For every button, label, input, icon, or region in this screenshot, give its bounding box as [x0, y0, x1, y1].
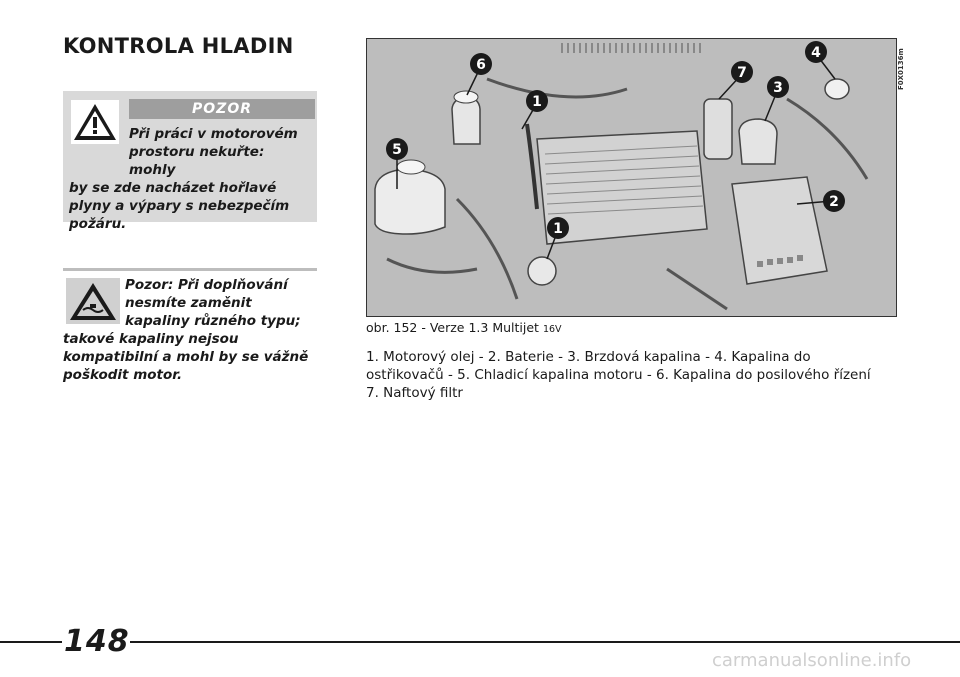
page-title: KONTROLA HLADIN — [63, 34, 294, 58]
callout-5 — [386, 138, 408, 160]
caption-main: obr. 152 - Verze 1.3 Multijet — [366, 320, 539, 335]
footer-rule-right — [130, 641, 960, 643]
warning-line-2: prostoru nekuřte: mohly — [129, 144, 265, 178]
caution-rest: takové kapaliny nejsou kompatibilní a mohl by se vážně poškodit motor. — [63, 331, 309, 383]
caution-line-2: nesmíte zaměnit — [125, 295, 252, 311]
callout-3 — [767, 76, 789, 98]
engine-bay-illustration — [367, 39, 896, 316]
warning-box — [63, 91, 317, 232]
svg-text:1: 1 — [532, 94, 542, 110]
callout-4 — [805, 41, 827, 63]
figure-legend: 1. Motorový olej - 2. Baterie - 3. Brzdová kapalina - 4. Kapalina do ostřikovačů - 5. Chladicí kapalina motoru - 6. Kapalina do posilového řízení 7. Naftový filtr — [366, 349, 871, 401]
warning-header: POZOR — [129, 99, 315, 119]
caution-rule — [63, 268, 317, 271]
callout-6 — [470, 53, 492, 75]
figure-caption — [366, 320, 562, 335]
caution-text — [63, 276, 319, 384]
warning-rest: by se zde nacházet hořlavé plyny a výpary s nebezpečím požáru. — [69, 180, 290, 232]
figure-code: F0X0136m — [897, 48, 905, 90]
watermark: carmanualsonline.info — [712, 650, 912, 671]
svg-text:7: 7 — [737, 65, 747, 81]
svg-text:5: 5 — [392, 142, 402, 158]
engine-bay-figure — [366, 38, 897, 317]
callout-2 — [823, 190, 845, 212]
warning-line-1: Při práci v motorovém — [129, 126, 298, 142]
svg-text:6: 6 — [476, 57, 486, 73]
caution-line-3: kapaliny různého typu; — [125, 313, 301, 329]
svg-text:2: 2 — [829, 194, 839, 210]
svg-text:4: 4 — [811, 45, 821, 61]
caption-small: 16V — [542, 324, 562, 335]
warning-text — [69, 125, 315, 233]
callout-1-top — [526, 90, 548, 112]
callout-7 — [731, 61, 753, 83]
svg-text:1: 1 — [553, 221, 563, 237]
svg-text:3: 3 — [773, 80, 783, 96]
footer-rule-left — [0, 641, 62, 643]
caution-line-1: Pozor: Při doplňování — [125, 277, 288, 293]
page-number: 148 — [64, 624, 130, 659]
callout-1-bottom — [547, 217, 569, 239]
